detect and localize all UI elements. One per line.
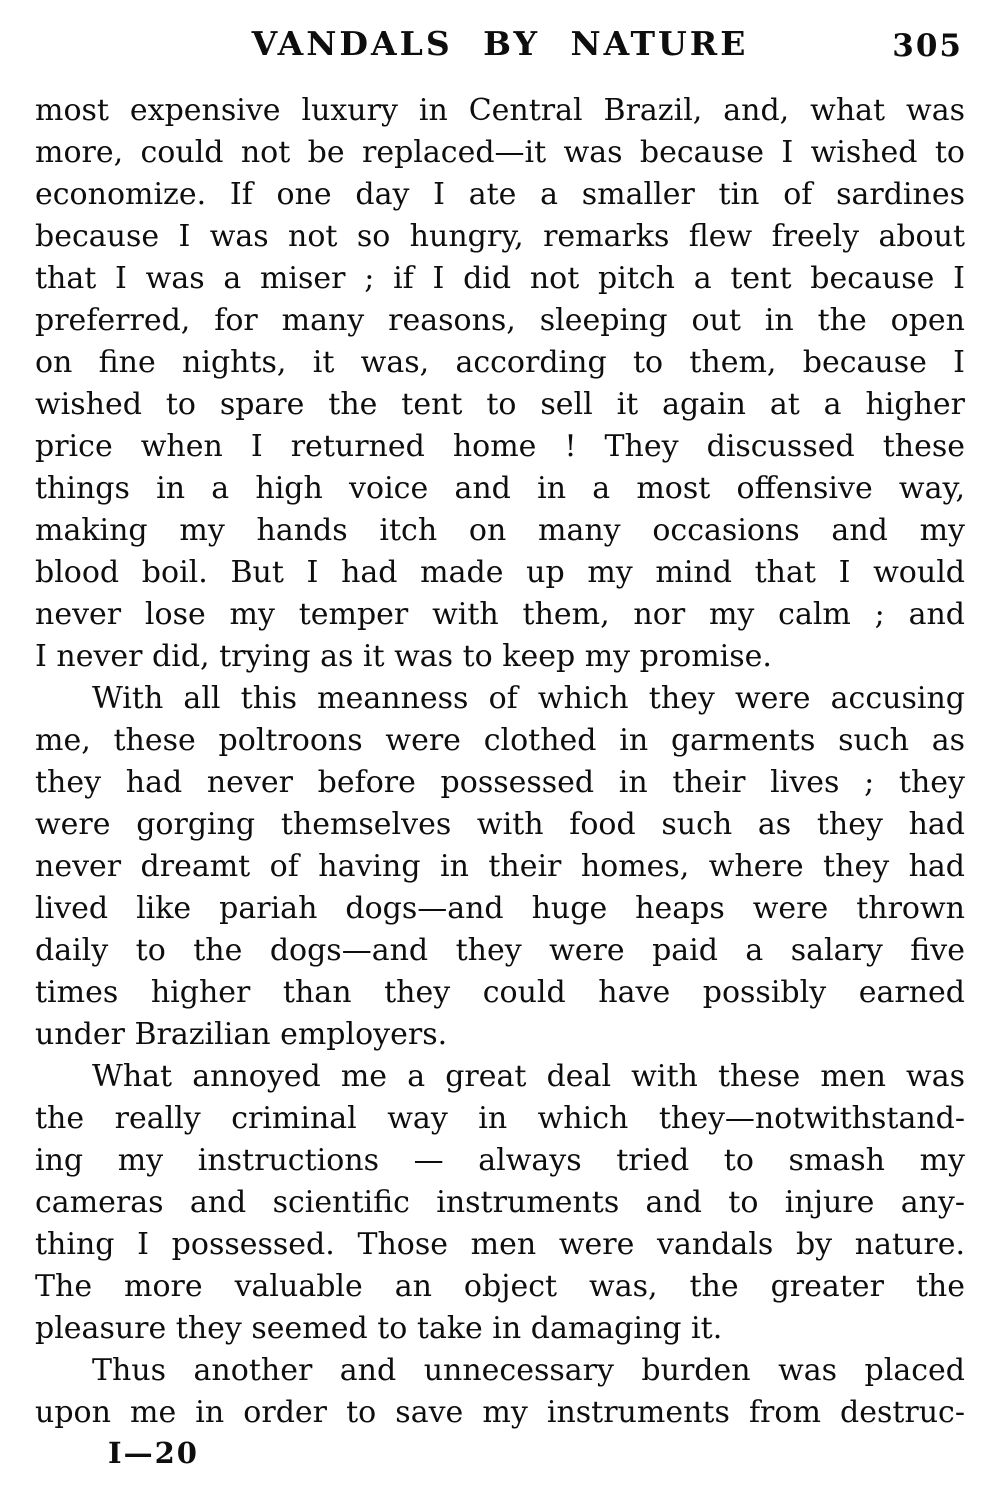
text-line: never dreamt of having in their homes, where they had (35, 849, 965, 884)
running-title: VANDALS BY NATURE (251, 24, 749, 63)
text-line: With all this meanness of which they were accusing (92, 681, 965, 716)
text-line: because I was not so hungry, remarks flew freely about (35, 219, 965, 254)
text-line: pleasure they seemed to take in damaging it. (35, 1311, 723, 1346)
text-line: The more valuable an object was, the greater the (35, 1269, 965, 1304)
page-header (35, 24, 965, 68)
text-line: thing I possessed. Those men were vandals by nature. (35, 1227, 965, 1262)
printer-signature: I—20 (108, 1436, 199, 1470)
text-line: wished to spare the tent to sell it again at a higher (35, 387, 965, 422)
page-number: 305 (892, 28, 963, 64)
text-line: lived like pariah dogs—and huge heaps were thrown (35, 891, 965, 926)
text-line: blood boil. But I had made up my mind that I would (35, 555, 965, 590)
text-line: I never did, trying as it was to keep my promise. (35, 639, 772, 674)
text-line: more, could not be replaced—it was because I wished to (35, 135, 965, 170)
text-line: Thus another and unnecessary burden was placed (92, 1353, 965, 1388)
text-line: preferred, for many reasons, sleeping out in the open (35, 303, 965, 338)
text-line: daily to the dogs—and they were paid a salary five (35, 933, 965, 968)
paragraph-4 (35, 1350, 965, 1434)
text-line: ing my instructions — always tried to smash my (35, 1143, 965, 1178)
text-line: me, these poltroons were clothed in garments such as (35, 723, 965, 758)
paragraph-3 (35, 1056, 965, 1350)
text-line: making my hands itch on many occasions and my (35, 513, 965, 548)
paragraph-1 (35, 90, 965, 678)
text-line: What annoyed me a great deal with these men was (92, 1059, 965, 1094)
text-line: price when I returned home ! They discussed these (35, 429, 965, 464)
text-line: times higher than they could have possibly earned (35, 975, 965, 1010)
text-line: things in a high voice and in a most offensive way, (35, 471, 965, 506)
text-line: most expensive luxury in Central Brazil, and, what was (35, 93, 965, 128)
text-line: cameras and scientific instruments and to injure any- (35, 1185, 965, 1220)
text-line: upon me in order to save my instruments from destruc- (35, 1395, 965, 1430)
page-body (35, 90, 965, 1434)
text-line: on fine nights, it was, according to them, because I (35, 345, 965, 380)
text-line: they had never before possessed in their lives ; they (35, 765, 965, 800)
paragraph-2 (35, 678, 965, 1056)
text-line: economize. If one day I ate a smaller tin of sardines (35, 177, 965, 212)
text-line: under Brazilian employers. (35, 1017, 448, 1052)
text-line: never lose my temper with them, nor my calm ; and (35, 597, 965, 632)
text-line: the really criminal way in which they—notwithstand- (35, 1101, 965, 1136)
text-line: were gorging themselves with food such as they had (35, 807, 965, 842)
text-line: that I was a miser ; if I did not pitch a tent because I (35, 261, 965, 296)
